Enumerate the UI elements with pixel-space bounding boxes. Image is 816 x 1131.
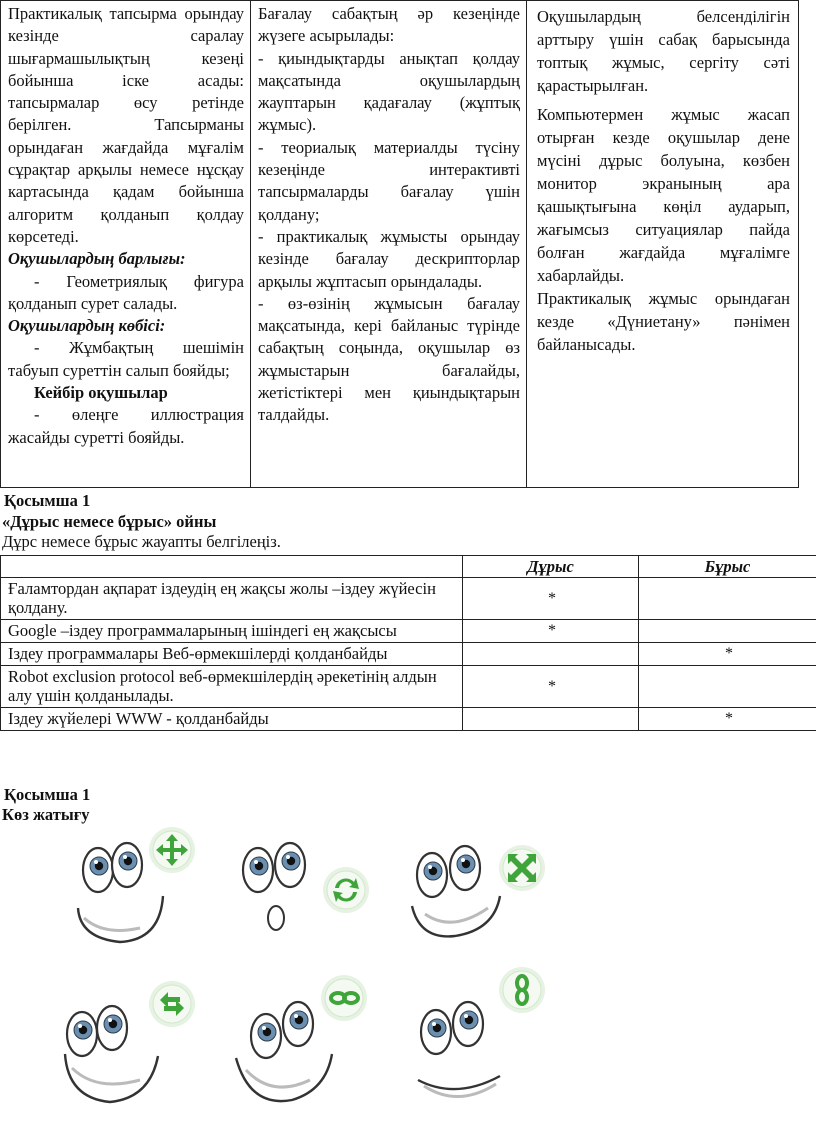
assessment-cell	[251, 1, 527, 488]
eye-exercise-illustration	[0, 818, 816, 1126]
face-5	[236, 975, 367, 1101]
correct-header: Дұрыс	[463, 556, 639, 578]
face-6	[418, 967, 545, 1097]
assessment-item-1: - қиындықтарды анықтап қолдау мақсатында оқушылардың жауптарын қадағалау (жұптық жұмыс).	[258, 48, 520, 137]
face-3	[412, 845, 545, 936]
eye-exercise-title: Көз жатығу	[2, 805, 90, 825]
assessment-item-3: - практикалық жұмысты орындау кезінде бағалау дескрипторлар арқылы жұптасып орындалады.	[258, 226, 520, 293]
game-title: «Дұрыс немесе бұрыс» ойны	[2, 512, 216, 532]
move-arrows-icon	[149, 827, 195, 873]
most-students-item: - Жұмбақтың шешімін табуып суреттін салып бояйды;	[8, 337, 244, 382]
face-2	[243, 843, 369, 930]
differentiation-cell	[1, 1, 251, 488]
correct-mark: *	[463, 666, 639, 708]
face-4	[65, 981, 195, 1102]
health-paragraph-2: Компьютермен жұмыс жасап отырған кезде оқушылар дене мүсіні дұрыс болуына, көзбен монитор экранының ара қашықтығына көңіл аударып, жағымсыз ситуациялар пайда болған жағдайда мұғалімге хабарлайды.	[537, 103, 790, 287]
assessment-item-4: - өз-өзінің жұмысын бағалау мақсатында, кері байланыс түрінде сабақтың соңында, оқушылар өз жұмыстарын бағалайды, жетістіктері мен қиындықтарын талдайды.	[258, 293, 520, 427]
table-row	[1, 708, 816, 731]
wrong-mark	[639, 620, 816, 643]
table-row	[1, 643, 816, 666]
wrong-mark	[639, 578, 816, 620]
question-text: Robot exclusion protocol веб-өрмекшілердің әрекетінің алдын алу үшін қолданылады.	[1, 666, 463, 708]
most-students-heading: Оқушылардың көбісі:	[8, 315, 244, 337]
lesson-plan-table	[0, 0, 799, 488]
correct-mark: *	[463, 620, 639, 643]
question-text: Іздеу жүйелері WWW - қолданбайды	[1, 708, 463, 731]
vertical-loop-icon	[499, 967, 545, 1013]
game-instruction: Дұрс немесе бұрыс жауапты белгілеңіз.	[2, 532, 281, 552]
question-text: Ғаламтордан ақпарат іздеудің ең жақсы жолы –іздеу жүйесін қолдану.	[1, 578, 463, 620]
some-students-heading: Кейбір оқушылар	[8, 382, 244, 404]
rotate-square-icon	[149, 981, 195, 1027]
question-header	[1, 556, 463, 578]
health-paragraph-1: Оқушылардың белсенділігін арттыру үшін сабақ барысында топтық жұмыс, сергіту сәті қарастырылған.	[537, 5, 790, 97]
correct-mark	[463, 708, 639, 731]
health-paragraph-3: Практикалық жұмыс орындаған кезде «Дүниетану» пәнімен байланысады.	[537, 287, 790, 356]
question-text: Іздеу программалары Веб-өрмекшілерді қолданбайды	[1, 643, 463, 666]
refresh-circular-icon	[323, 867, 369, 913]
wrong-mark: *	[639, 708, 816, 731]
some-students-item: - өлеңге иллюстрация жасайды суретті бояйды.	[8, 404, 244, 449]
appendix-title: Қосымша 1	[4, 491, 90, 511]
diagonal-arrows-icon	[499, 845, 545, 891]
table-row	[1, 666, 816, 708]
differentiation-intro: Практикалық тапсырма орындау кезінде саралау шығармашылықтың кезеңі бойынша іске асады: тапсырмалар өсу ретінде берілген. Тапсырманы орындаған жағдайда мұғалім сұрақтар арқылы немесе нұсқау картасында қадам бойынша алгоритм қолданып қолдау көрсетеді.	[8, 3, 244, 248]
table-header-row	[1, 556, 816, 578]
wrong-mark: *	[639, 643, 816, 666]
table-row	[1, 578, 816, 620]
table-row	[1, 620, 816, 643]
correct-mark: *	[463, 578, 639, 620]
all-students-heading: Оқушылардың барлығы:	[8, 248, 244, 270]
appendix-title-2: Қосымша 1	[4, 785, 90, 805]
assessment-intro: Бағалау сабақтың әр кезеңінде жүзеге асырылады:	[258, 3, 520, 48]
true-false-table	[0, 555, 816, 731]
wrong-header: Бұрыс	[639, 556, 816, 578]
question-text: Google –іздеу программаларының ішіндегі ең жақсысы	[1, 620, 463, 643]
horizontal-loop-icon	[321, 975, 367, 1021]
all-students-item: - Геометриялық фигура қолданып сурет салады.	[8, 271, 244, 316]
face-1	[78, 827, 195, 942]
health-safety-cell	[527, 1, 799, 488]
correct-mark	[463, 643, 639, 666]
wrong-mark	[639, 666, 816, 708]
assessment-item-2: - теориалық материалды түсіну кезеңінде интерактивті тапсырмаларды бағалау үшін қолдану;	[258, 137, 520, 226]
